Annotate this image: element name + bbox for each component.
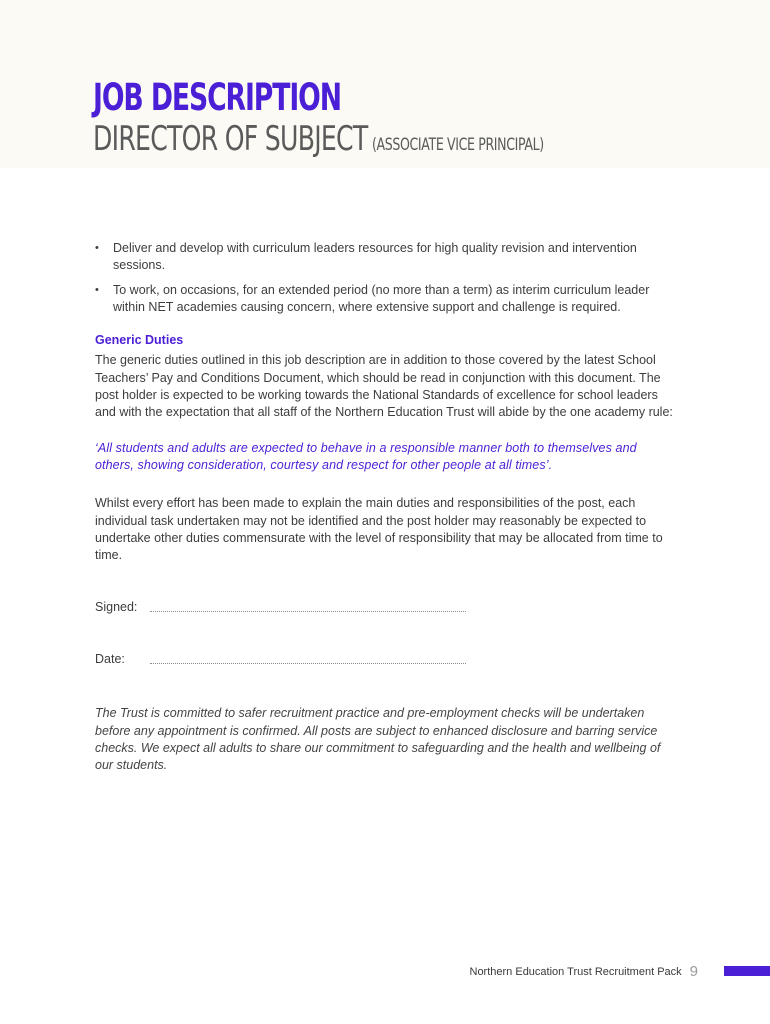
- date-row: [95, 651, 675, 669]
- page-accent-bar: [724, 966, 770, 976]
- list-item-text: Deliver and develop with curriculum leaders resources for high quality revision and intervention sessions.: [113, 241, 637, 273]
- page-footer: [470, 963, 699, 980]
- page-number: 9: [689, 963, 698, 980]
- list-item-text: To work, on occasions, for an extended period (no more than a term) as interim curriculum leader within NET academies causing concern, where extensive support and challenge is required.: [113, 282, 650, 314]
- document-body: [95, 240, 675, 775]
- footer-text: Northern Education Trust Recruitment Pack: [469, 965, 682, 978]
- page-title: JOB DESCRIPTION: [93, 76, 341, 119]
- signed-row: [95, 599, 675, 617]
- bullet-icon: •: [95, 242, 99, 254]
- duties-list: [95, 240, 675, 316]
- signed-label: Signed:: [95, 600, 138, 615]
- list-item: [95, 240, 675, 275]
- bullet-icon: •: [95, 283, 99, 296]
- responsibilities-paragraph: Whilst every effort has been made to explain the main duties and responsibilities of the post, each individual task undertaken may not be identified and the post holder may reasonably be expected to undertake other duties commensurate with the level of responsibility that may be allocated from time to time.: [95, 496, 663, 563]
- role-name: DIRECTOR OF SUBJECT: [93, 119, 368, 159]
- generic-duties-paragraph: The generic duties outlined in this job description are in addition to those covered by the latest School Teachers’ Pay and Conditions Document, which should be read in conjunction with this document. The post holder is expected to be working towards the National Standards of excellence for school leaders and with the expectation that all staff of the Northern Education Trust will abide by the one academy rule:: [95, 353, 673, 420]
- signed-field[interactable]: [150, 611, 466, 612]
- generic-duties-heading: Generic Duties: [95, 333, 184, 348]
- safeguarding-note: The Trust is committed to safer recruitment practice and pre-employment checks will be undertaken before any appointment is confirmed. All posts are subject to enhanced disclosure and barring service checks. We expect all adults to share our commitment to safeguarding and the health and wellbeing of our students.: [95, 706, 661, 773]
- academy-rule-quote: ‘All students and adults are expected to behave in a responsible manner both to themselves and others, showing consideration, courtesy and respect for other people at all times’.: [95, 440, 637, 472]
- date-label: Date:: [95, 652, 125, 667]
- role-title: [93, 120, 544, 158]
- list-item: [95, 282, 675, 317]
- date-field[interactable]: [150, 663, 466, 664]
- role-note: (ASSOCIATE VICE PRINCIPAL): [371, 135, 544, 155]
